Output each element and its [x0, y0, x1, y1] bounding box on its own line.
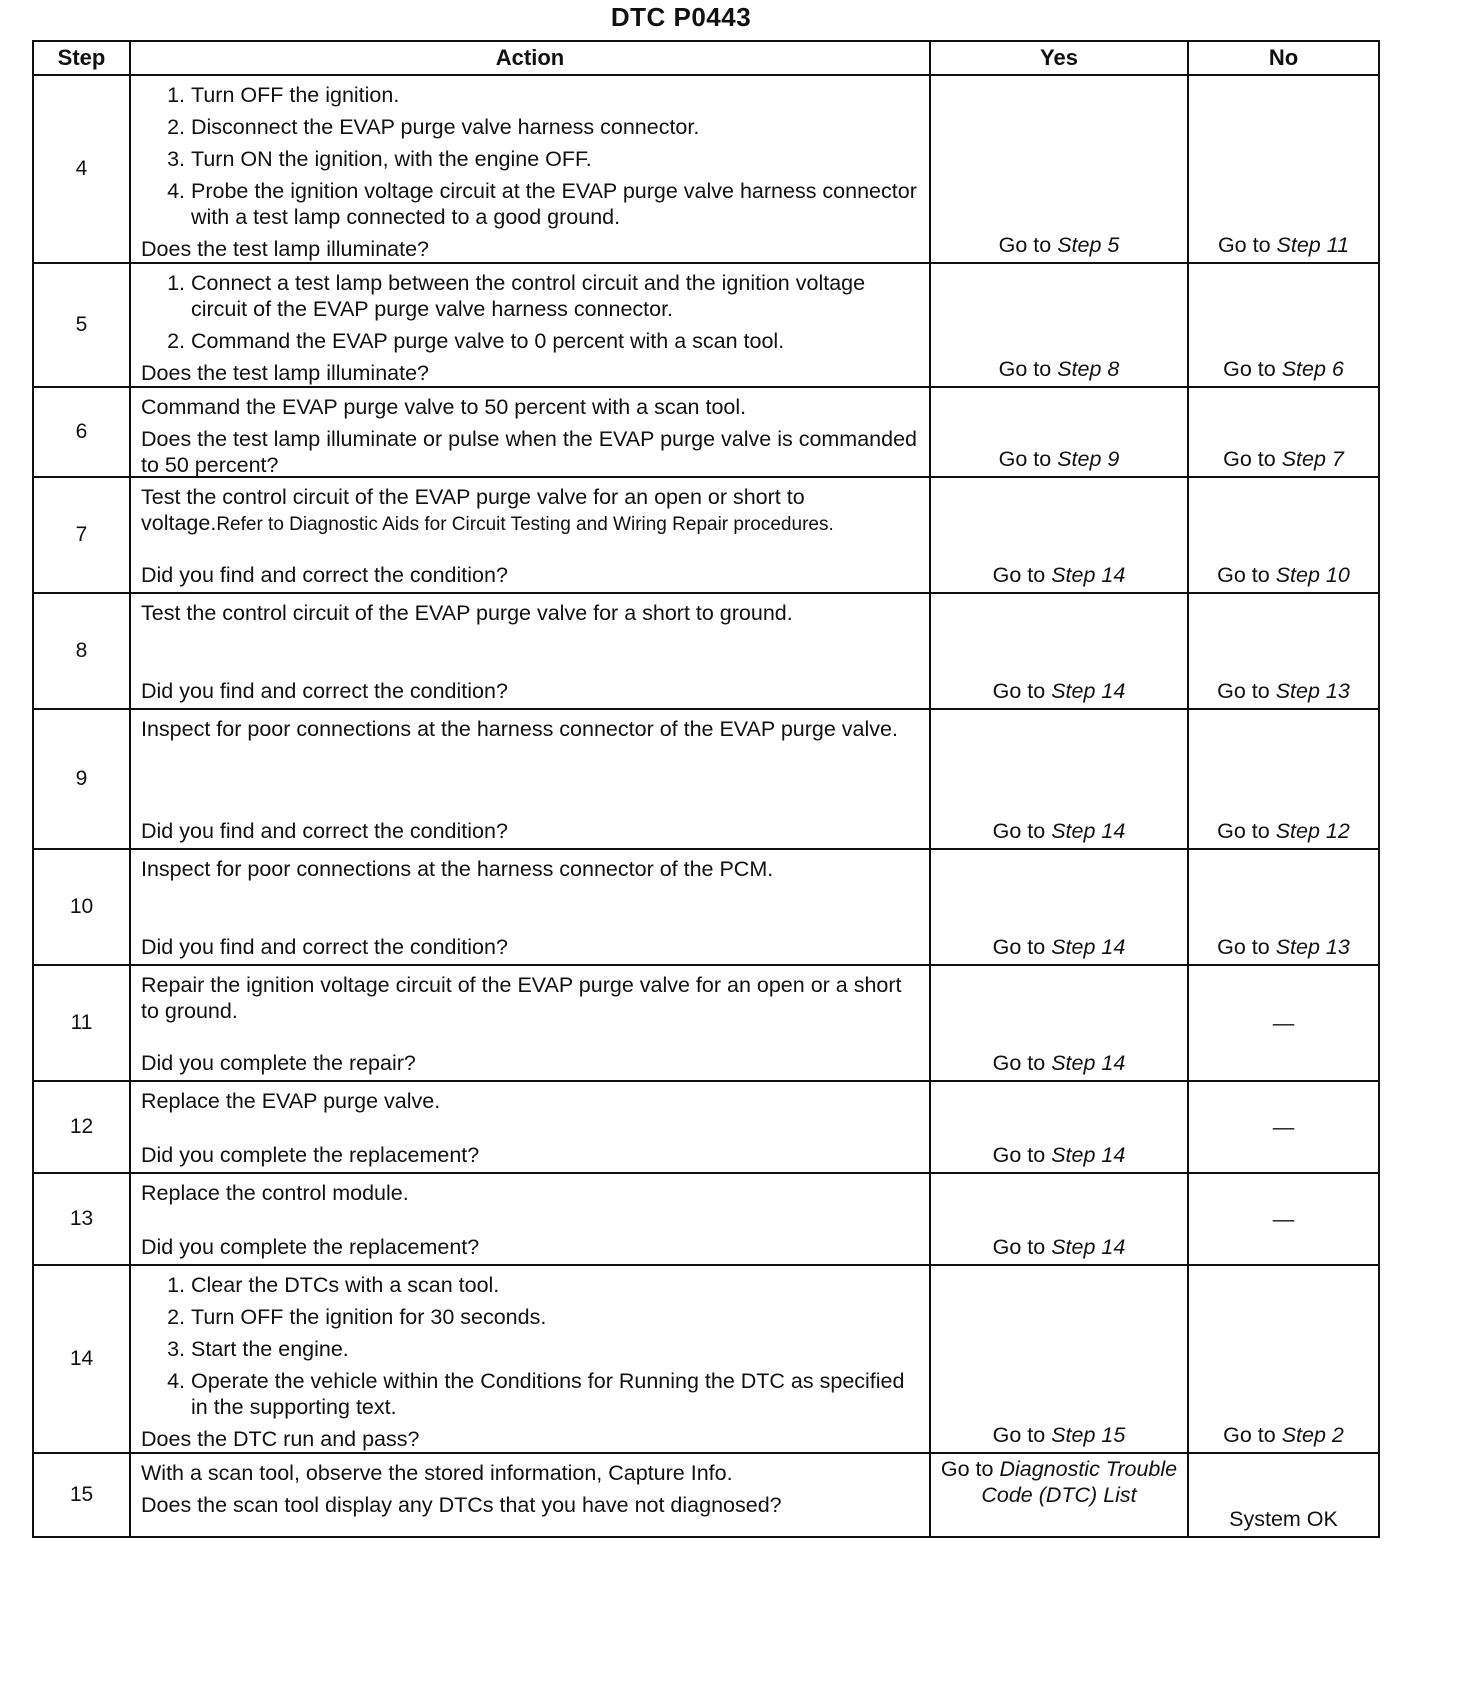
header-action: Action	[130, 41, 930, 75]
step-number: 13	[33, 1173, 130, 1265]
question-text: Does the test lamp illuminate?	[141, 237, 430, 261]
yes-result: Go to Step 14	[930, 709, 1188, 849]
yes-result: Go to Step 14	[930, 1081, 1188, 1173]
table-row	[33, 965, 1379, 1081]
action-cell	[130, 1081, 930, 1173]
instruction-item: 2. Turn OFF the ignition for 30 seconds.	[191, 1304, 919, 1330]
action-text: Repair the ignition voltage circuit of the EVAP purge valve for an open or a short to ground.	[141, 973, 902, 1023]
action-text: Replace the control module.	[141, 1181, 409, 1205]
step-number: 4	[33, 75, 130, 263]
question-text: Did you find and correct the condition?	[141, 679, 508, 703]
step-link[interactable]: Step 14	[1051, 1143, 1126, 1167]
reference-text: Refer to Diagnostic Aids for Circuit Testing and Wiring Repair procedures.	[216, 514, 834, 535]
step-link[interactable]: Step 13	[1275, 679, 1350, 703]
action-text: Test the control circuit of the EVAP purge valve for an open or short to voltage.	[141, 485, 805, 535]
action-cell	[130, 593, 930, 709]
step-link[interactable]: Step 7	[1281, 447, 1344, 471]
no-result: Go to Step 11	[1188, 75, 1379, 263]
no-result: Go to Step 13	[1188, 849, 1379, 965]
step-number: 14	[33, 1265, 130, 1453]
no-result: Go to Step 2	[1188, 1265, 1379, 1453]
table-row	[33, 75, 1379, 263]
step-link[interactable]: Step 13	[1275, 935, 1350, 959]
table-row	[33, 593, 1379, 709]
no-result: System OK	[1188, 1453, 1379, 1537]
yes-result: Go to Step 14	[930, 593, 1188, 709]
yes-result: Go to Step 9	[930, 387, 1188, 477]
action-cell	[130, 387, 930, 477]
table-row	[33, 263, 1379, 387]
question-text: Did you find and correct the condition?	[141, 819, 508, 843]
action-cell	[130, 965, 930, 1081]
table-row	[33, 1453, 1379, 1537]
action-text: With a scan tool, observe the stored information, Capture Info.	[141, 1461, 733, 1485]
question-text: Did you find and correct the condition?	[141, 935, 508, 959]
step-link[interactable]: Step 14	[1051, 935, 1126, 959]
yes-result: Go to Step 15	[930, 1265, 1188, 1453]
action-cell	[130, 1173, 930, 1265]
step-link[interactable]: Step 11	[1276, 233, 1350, 257]
step-link[interactable]: Step 9	[1057, 447, 1120, 471]
action-cell	[130, 709, 930, 849]
table-row	[33, 1173, 1379, 1265]
action-cell	[130, 263, 930, 387]
table-row	[33, 387, 1379, 477]
question-text: Does the test lamp illuminate or pulse when the EVAP purge valve is commanded to 50 percent?	[141, 427, 918, 477]
instruction-list	[141, 82, 919, 236]
action-text: Test the control circuit of the EVAP purge valve for a short to ground.	[141, 601, 793, 625]
table-row	[33, 1265, 1379, 1453]
step-link[interactable]: Step 14	[1051, 563, 1126, 587]
instruction-list	[141, 1272, 919, 1426]
action-cell	[130, 849, 930, 965]
header-yes: Yes	[930, 41, 1188, 75]
question-text: Did you find and correct the condition?	[141, 563, 508, 587]
question-text: Did you complete the repair?	[141, 1051, 416, 1075]
question-text: Does the DTC run and pass?	[141, 1427, 420, 1451]
dtc-table	[32, 40, 1380, 1538]
step-link[interactable]: Step 12	[1275, 819, 1350, 843]
header-row	[33, 41, 1379, 75]
step-link[interactable]: Step 14	[1051, 679, 1126, 703]
step-number: 7	[33, 477, 130, 593]
step-link[interactable]: Step 8	[1057, 357, 1120, 381]
action-cell	[130, 1453, 930, 1537]
yes-result: Go to Step 8	[930, 263, 1188, 387]
step-link[interactable]: Step 6	[1281, 357, 1344, 381]
instruction-item: 4. Probe the ignition voltage circuit at the EVAP purge valve harness connector with a test lamp connected to a good ground.	[191, 178, 919, 230]
no-result: —	[1188, 965, 1379, 1081]
instruction-item: 4. Operate the vehicle within the Conditions for Running the DTC as specified in the supporting text.	[191, 1368, 919, 1420]
header-no: No	[1188, 41, 1379, 75]
step-link[interactable]: Step 14	[1051, 819, 1126, 843]
question-text: Did you complete the replacement?	[141, 1235, 480, 1259]
yes-result: Go to Step 5	[930, 75, 1188, 263]
instruction-item: 1. Connect a test lamp between the control circuit and the ignition voltage circuit of the EVAP purge valve harness connector.	[191, 270, 919, 322]
instruction-item: 3. Turn ON the ignition, with the engine OFF.	[191, 146, 919, 172]
action-text: Command the EVAP purge valve to 50 percent with a scan tool.	[141, 395, 747, 419]
step-number: 15	[33, 1453, 130, 1537]
yes-result: Go to Step 14	[930, 1173, 1188, 1265]
no-result: Go to Step 13	[1188, 593, 1379, 709]
action-text: Inspect for poor connections at the harness connector of the PCM.	[141, 857, 774, 881]
yes-result: Go to Step 14	[930, 477, 1188, 593]
instruction-item: 3. Start the engine.	[191, 1336, 919, 1362]
action-text: Replace the EVAP purge valve.	[141, 1089, 441, 1113]
table-row	[33, 849, 1379, 965]
step-number: 10	[33, 849, 130, 965]
instruction-item: 1. Clear the DTCs with a scan tool.	[191, 1272, 919, 1298]
no-result: —	[1188, 1081, 1379, 1173]
step-link[interactable]: Step 10	[1275, 563, 1350, 587]
table-row	[33, 1081, 1379, 1173]
step-number: 5	[33, 263, 130, 387]
step-link[interactable]: Step 15	[1051, 1423, 1126, 1447]
action-cell	[130, 1265, 930, 1453]
no-result: Go to Step 7	[1188, 387, 1379, 477]
dtc-list-link[interactable]: Diagnostic Trouble Code (DTC) List	[981, 1457, 1178, 1507]
step-link[interactable]: Step 14	[1051, 1235, 1126, 1259]
action-cell	[130, 477, 930, 593]
no-result: Go to Step 10	[1188, 477, 1379, 593]
step-number: 12	[33, 1081, 130, 1173]
instruction-item: 1. Turn OFF the ignition.	[191, 82, 919, 108]
step-number: 11	[33, 965, 130, 1081]
instruction-list	[141, 270, 919, 360]
action-cell	[130, 75, 930, 263]
table-row	[33, 709, 1379, 849]
step-link[interactable]: Step 5	[1057, 233, 1120, 257]
step-number: 8	[33, 593, 130, 709]
table-row	[33, 477, 1379, 593]
step-number: 6	[33, 387, 130, 477]
yes-result: Go to Diagnostic Trouble Code (DTC) List	[930, 1453, 1188, 1537]
yes-result: Go to Step 14	[930, 849, 1188, 965]
step-link[interactable]: Step 14	[1051, 1051, 1126, 1075]
action-text: Inspect for poor connections at the harness connector of the EVAP purge valve.	[141, 717, 898, 741]
no-result: —	[1188, 1173, 1379, 1265]
question-text: Did you complete the replacement?	[141, 1143, 480, 1167]
no-result: Go to Step 6	[1188, 263, 1379, 387]
question-text: Does the scan tool display any DTCs that you have not diagnosed?	[141, 1493, 782, 1517]
header-step: Step	[33, 41, 130, 75]
document-title: DTC P0443	[610, 2, 752, 32]
yes-result: Go to Step 14	[930, 965, 1188, 1081]
step-link[interactable]: Step 2	[1281, 1423, 1344, 1447]
step-number: 9	[33, 709, 130, 849]
instruction-item: 2. Disconnect the EVAP purge valve harness connector.	[191, 114, 919, 140]
no-result: Go to Step 12	[1188, 709, 1379, 849]
question-text: Does the test lamp illuminate?	[141, 361, 430, 385]
instruction-item: 2. Command the EVAP purge valve to 0 percent with a scan tool.	[191, 328, 919, 354]
